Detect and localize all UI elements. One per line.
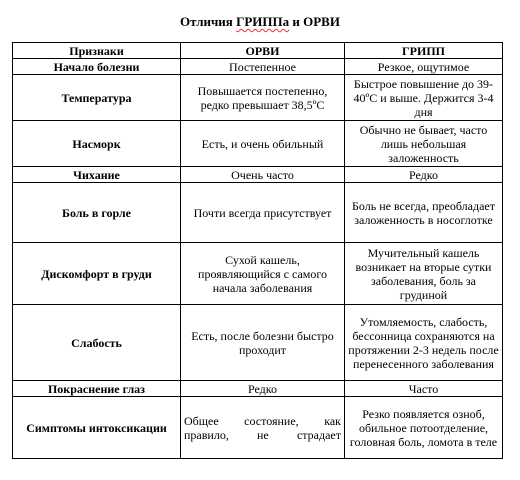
gripp-cell: Мучительный кашель возникает на вторые сутки заболевания, боль за грудиной	[345, 243, 503, 305]
feature-cell: Дискомфорт в груди	[13, 243, 181, 305]
orvi-cell: Очень часто	[181, 167, 345, 183]
feature-cell: Симптомы интоксикации	[13, 397, 181, 459]
table-row	[13, 305, 503, 381]
gripp-cell: Часто	[345, 381, 503, 397]
table-row	[13, 167, 503, 183]
table-row	[13, 121, 503, 167]
table-row	[13, 183, 503, 243]
orvi-cell: Почти всегда присутствует	[181, 183, 345, 243]
table-row	[13, 243, 503, 305]
table-header-row	[13, 43, 503, 59]
orvi-cell: Редко	[181, 381, 345, 397]
gripp-cell: Утомляемость, слабость, бессонница сохраняются на протяжении 2-3 недель после перенесенного заболевания	[345, 305, 503, 381]
header-gripp: ГРИПП	[345, 43, 503, 59]
gripp-cell: Обычно не бывает, часто лишь небольшая заложенность	[345, 121, 503, 167]
document-title	[0, 14, 520, 30]
feature-cell: Слабость	[13, 305, 181, 381]
table-row	[13, 59, 503, 75]
gripp-cell: Быстрое повышение до 39-40ºС и выше. Держится 3-4 дня	[345, 75, 503, 121]
feature-cell: Покраснение глаз	[13, 381, 181, 397]
gripp-cell: Боль не всегда, преобладает заложенность в носоглотке	[345, 183, 503, 243]
title-prefix: Отличия	[180, 14, 237, 29]
table-row	[13, 381, 503, 397]
header-features: Признаки	[13, 43, 181, 59]
header-orvi: ОРВИ	[181, 43, 345, 59]
feature-cell: Начало болезни	[13, 59, 181, 75]
table-row	[13, 75, 503, 121]
orvi-cell: Сухой кашель, проявляющийся с самого начала заболевания	[181, 243, 345, 305]
gripp-cell: Резкое, ощутимое	[345, 59, 503, 75]
gripp-cell: Резко появляется озноб, обильное потоотделение, головная боль, ломота в теле	[345, 397, 503, 459]
orvi-cell: Постепенное	[181, 59, 345, 75]
orvi-cell: Есть, после болезни быстро проходит	[181, 305, 345, 381]
feature-cell: Боль в горле	[13, 183, 181, 243]
feature-cell: Насморк	[13, 121, 181, 167]
gripp-cell: Редко	[345, 167, 503, 183]
orvi-cell: Есть, и очень обильный	[181, 121, 345, 167]
orvi-cell: Общее состояние, как правило, не страдает	[181, 397, 345, 459]
title-misspelled-word: ГРИППа	[236, 14, 290, 29]
title-suffix: и ОРВИ	[289, 14, 340, 29]
feature-cell: Температура	[13, 75, 181, 121]
orvi-cell: Повышается постепенно, редко превышает 38,5ºС	[181, 75, 345, 121]
comparison-table	[12, 42, 503, 459]
table-row	[13, 397, 503, 459]
feature-cell: Чихание	[13, 167, 181, 183]
